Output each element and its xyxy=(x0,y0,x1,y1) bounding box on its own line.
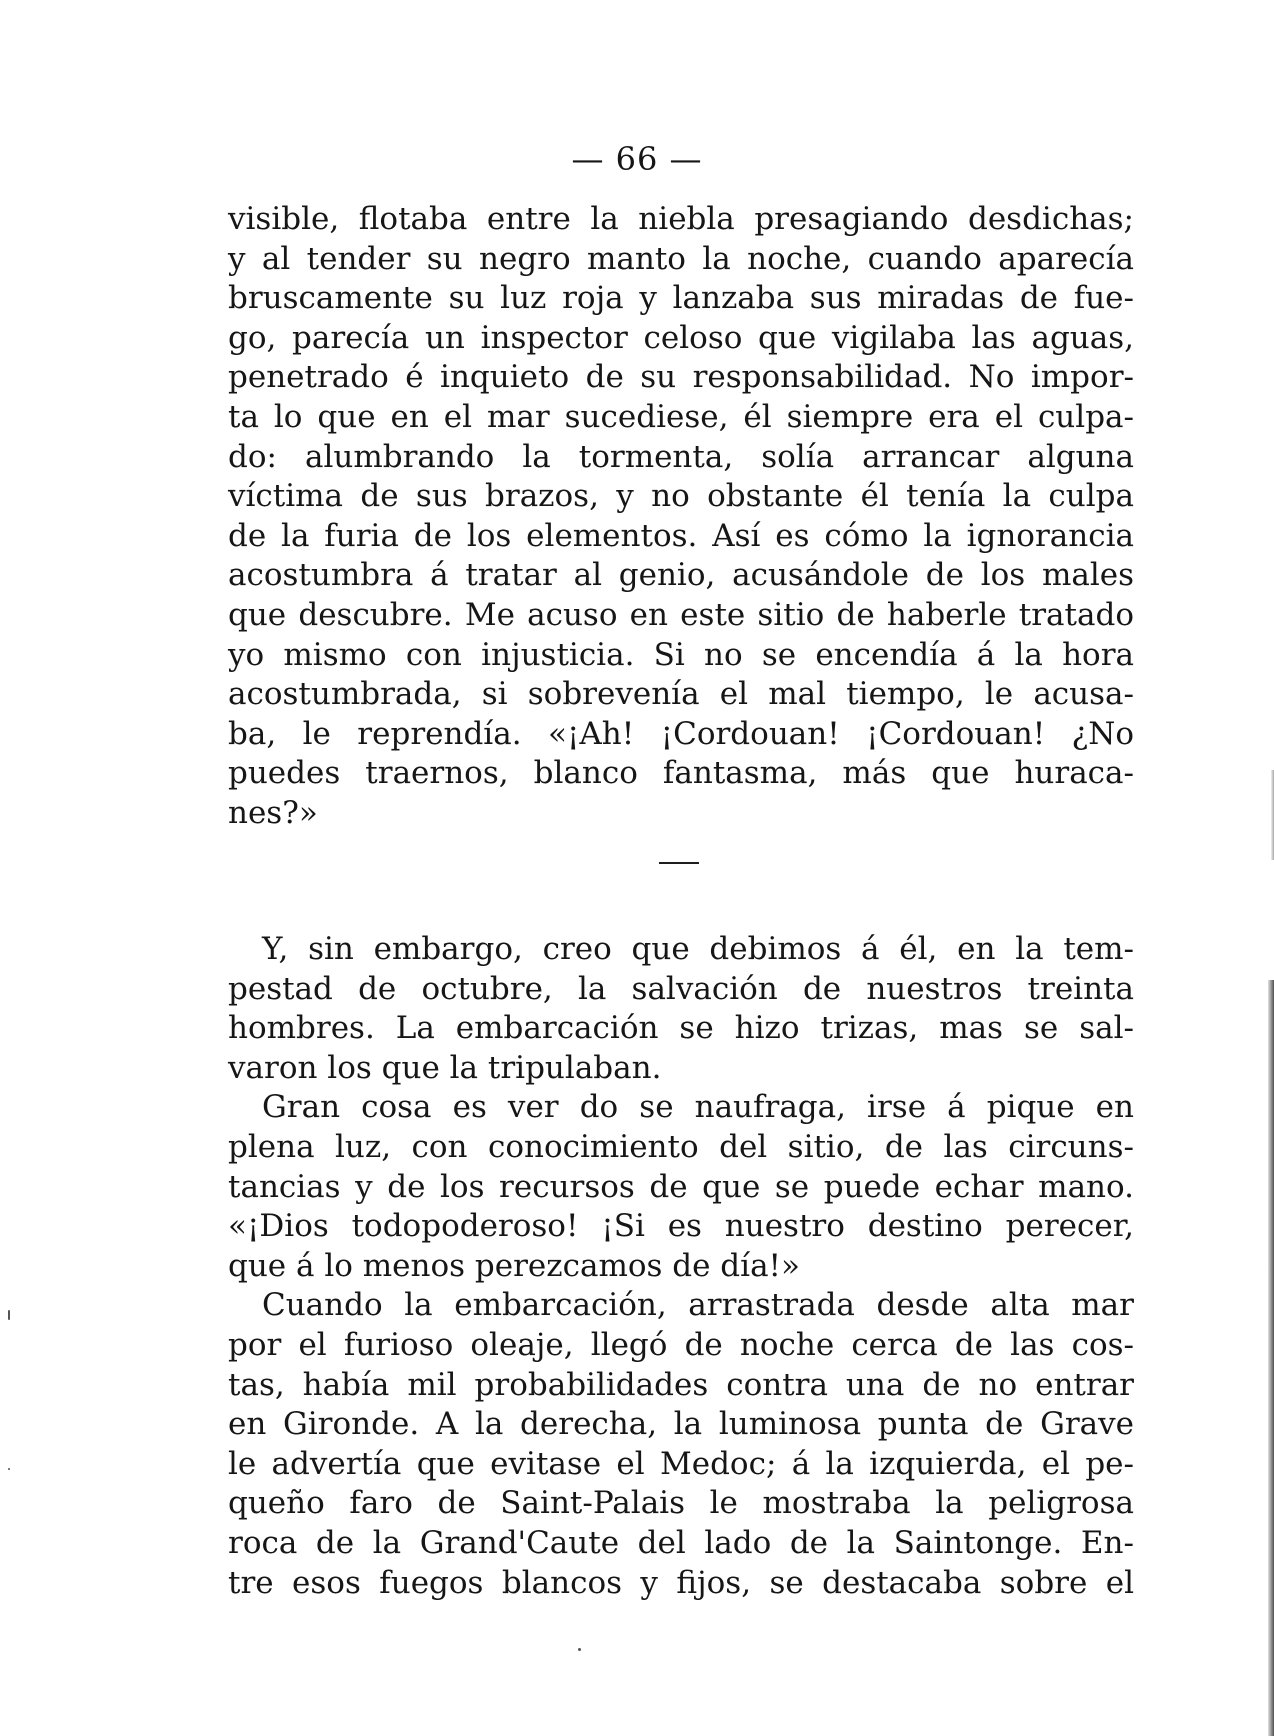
text-line: roca de la Grand'Caute del lado de la Saintonge. En- xyxy=(228,1524,1134,1561)
text-line: de la furia de los elementos. Así es cómo la ignorancia xyxy=(228,517,1134,554)
scan-speck xyxy=(8,1310,10,1320)
text-line: penetrado é inquieto de su responsabilidad. No impor- xyxy=(228,359,1134,396)
text-line: varon los que la tripulaban. xyxy=(228,1049,662,1086)
text-line: y al tender su negro manto la noche, cuando aparecía xyxy=(228,240,1134,277)
text-line: ta lo que en el mar sucediese, él siempre era el culpa- xyxy=(228,398,1134,435)
text-line: do: alumbrando la tormenta, solía arrancar alguna xyxy=(228,438,1134,475)
text-line: en Gironde. A la derecha, la luminosa punta de Grave xyxy=(228,1406,1134,1443)
text-line: puedes traernos, blanco fantasma, más que huraca- xyxy=(228,755,1134,792)
scan-speck xyxy=(8,1468,10,1470)
text-line: hombres. La embarcación se hizo trizas, mas se sal- xyxy=(228,1010,1134,1047)
text-line: Y, sin embargo, creo que debimos á él, en la tem- xyxy=(262,931,1134,967)
text-line: ba, le reprendía. «¡Ah! ¡Cordouan! ¡Cordouan! ¿No xyxy=(228,715,1134,752)
section-break-rule xyxy=(659,862,699,864)
text-line: acostumbra á tratar al genio, acusándole de los males xyxy=(228,557,1134,594)
text-line: por el furioso oleaje, llegó de noche cerca de las cos- xyxy=(228,1326,1134,1363)
text-line: Cuando la embarcación, arrastrada desde alta mar xyxy=(262,1287,1134,1324)
text-line: «¡Dios todopoderoso! ¡Si es nuestro destino perecer, xyxy=(228,1208,1134,1245)
text-line: que á lo menos perezcamos de día!» xyxy=(228,1247,800,1284)
paragraph-storm-narrative xyxy=(228,930,1134,1603)
text-line: yo mismo con injusticia. Si no se encendía á la hora xyxy=(228,636,1134,673)
page-number: — 66 — xyxy=(571,140,703,178)
text-line: acostumbrada, si sobrevenía el mal tiempo, le acusa- xyxy=(228,676,1134,713)
text-line: go, parecía un inspector celoso que vigilaba las aguas, xyxy=(228,319,1134,356)
text-line: pestad de octubre, la salvación de nuestros treinta xyxy=(228,970,1134,1007)
text-line: queño faro de Saint-Palais le mostraba la peligrosa xyxy=(228,1485,1134,1522)
text-line: Gran cosa es ver do se naufraga, irse á pique en xyxy=(262,1089,1134,1126)
binding-shadow xyxy=(1268,980,1274,1736)
text-line: tancias y de los recursos de que se puede echar mano. xyxy=(228,1168,1134,1205)
text-line: visible, flotaba entre la niebla presagiando desdichas; xyxy=(228,201,1134,237)
paragraph-lighthouse-description xyxy=(228,200,1134,834)
text-line: tre esos fuegos blancos y fijos, se destacaba sobre el xyxy=(228,1564,1134,1601)
text-line: nes?» xyxy=(228,794,318,831)
text-line: le advertía que evitase el Medoc; á la izquierda, el pe- xyxy=(228,1445,1134,1482)
scan-speck xyxy=(578,1648,581,1651)
text-line: bruscamente su luz roja y lanzaba sus miradas de fue- xyxy=(228,280,1134,317)
text-line: plena luz, con conocimiento del sitio, de las circuns- xyxy=(228,1128,1134,1165)
text-line: que descubre. Me acuso en este sitio de haberle tratado xyxy=(228,596,1134,633)
text-line: tas, había mil probabilidades contra una de no entrar xyxy=(228,1366,1134,1403)
text-line: víctima de sus brazos, y no obstante él tenía la culpa xyxy=(228,478,1134,515)
